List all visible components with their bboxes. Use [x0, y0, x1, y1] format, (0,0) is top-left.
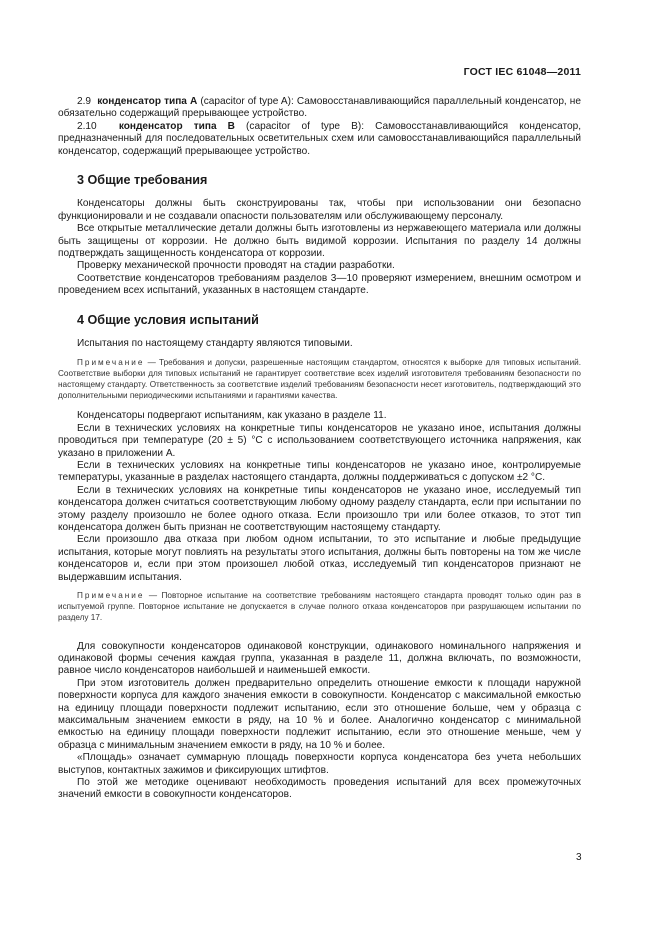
paragraph: Если в технических условиях на конкретные типы конденсаторов не указано иное, исследуемый тип конденсатора должен считаться соответствующим любому одному разделу стандарта, если при испытании по этому разделу произошло не более одного отказа. Если произошло три или более отказов, то этот тип конденсатора должен быть признан не соответствующим настоящему стандарту.	[58, 484, 581, 533]
paragraph: Конденсаторы подвергают испытаниям, как указано в разделе 11.	[77, 410, 387, 422]
paragraph: Все открытые металлические детали должны быть изготовлены из нержавеющего материала или должны быть защищены от коррозии. Не должно быть видимой коррозии. Испытания по разделу 14 должны подтверждать защищенность конденсатора от коррозии.	[58, 223, 581, 260]
paragraph: При этом изготовитель должен предварительно определить отношение емкости к площади наружной поверхности корпуса для каждого значения емкости в совокупности. Конденсатор с максимальной емкостью на единицу площади поверхности подлежит испытанию, если это отношение больше, чем у образца с максимальным значением емкости в ряду, на 10 % и более. Аналогично конденсатор с минимальной емкостью на единицу площади поверхности подлежит испытанию, если это отношение меньше, чем у образца с минимальным значением емкости в ряду, на 10 % и более.	[58, 677, 581, 751]
spacer	[58, 633, 581, 641]
definition-2-10	[58, 121, 581, 158]
page-content	[58, 96, 581, 802]
definition-term: конденсатор типа А	[97, 96, 198, 107]
page-number: 3	[576, 852, 582, 863]
paragraph: По этой же методике оценивают необходимость проведения испытаний для всех промежуточных значений емкости в совокупности конденсаторов.	[58, 777, 581, 801]
note-1	[58, 357, 581, 402]
definition-number: 2.9	[77, 96, 92, 107]
note-2	[58, 590, 581, 624]
paragraph: Если в технических условиях на конкретные типы конденсаторов не указано иное, испытания должны проводиться при температуре (20 ± 5) °С с использованием соответствующего источника напряжения, как указано в приложении А.	[58, 422, 581, 459]
note-label: Примечание	[77, 591, 145, 600]
definition-number: 2.10	[77, 120, 97, 132]
paragraph: Проверку механической прочности проводят на стадии разработки.	[77, 260, 395, 272]
definition-term: конденсатор типа В	[118, 120, 235, 132]
document-id-header: ГОСТ IEC 61048—2011	[463, 66, 581, 78]
paragraph: Если в технических условиях на конкретные типы конденсаторов не указано иное, контролируемые температуры, указанные в разделах настоящего стандарта, должны поддерживаться с допуском ±2 °С.	[58, 459, 581, 484]
definition-text: (capacitor of type B): Самовосстанавливающийся конденсатор, предназначенный для последовательных осветительных схем или самовосстанавливающийся параллельный конденсатор, содержащий прерывающее устройство.	[58, 120, 582, 157]
note-text: — Требования и допуски, разрешенные настоящим стандартом, относятся к выборке для типовых испытаний. Соответствие выборки для типовых испытаний не гарантирует соответствие всех изделий изготовителя требованиям безопасности по настоящему стандарту. Ответственность за соответствие изделий требованиям безопасности несет изготовитель, подтверждающий это дополнительными периодическими испытаниями и гарантиями качества.	[58, 357, 581, 401]
paragraph: «Площадь» означает суммарную площадь поверхности корпуса конденсатора без учета небольших выступов, контактных зажимов и фиксирующих штифтов.	[58, 752, 581, 776]
section-3-heading: 3 Общие требования	[77, 173, 208, 188]
note-text: — Повторное испытание на соответствие требованиям настоящего стандарта проводят только один раз в испытуемой группе. Повторное испытание не допускается в случае полного отказа конденсаторов при разрушающем испытании по разделу 17.	[58, 591, 581, 623]
note-label: Примечание	[77, 357, 145, 367]
definition-2-9	[58, 96, 581, 121]
definition-text: (capacitor of type A): Самовосстанавливающийся параллельный конденсатор, не обязательно содержащий прерывающее устройство.	[58, 96, 581, 120]
paragraph: Если произошло два отказа при любом одном испытании, то это испытание и любые предыдущие испытания, которые могут повлиять на результаты этого испытания, должны быть повторены на том же числе конденсаторов и, если при этом произошел любой отказ, исследуемый тип конденсаторов признают не выдержавшим испытания.	[58, 534, 581, 583]
paragraph: Соответствие конденсаторов требованиям разделов 3—10 проверяют измерением, внешним осмотром и проведением всех испытаний, указанных в настоящем стандарте.	[58, 272, 581, 297]
paragraph: Испытания по настоящему стандарту являются типовыми.	[77, 338, 353, 350]
section-4-heading: 4 Общие условия испытаний	[77, 312, 259, 327]
paragraph: Конденсаторы должны быть сконструированы так, чтобы при использовании они безопасно функционировали и не создавали опасности пользователям или обслуживающему персоналу.	[58, 198, 581, 222]
paragraph: Для совокупности конденсаторов одинаковой конструкции, одинакового номинального напряжения и одинаковой формы сечения каждая группа, указанная в разделе 11, должна включать, по возможности, равное число конденсаторов наибольшей и наименьшей емкости.	[58, 640, 581, 677]
